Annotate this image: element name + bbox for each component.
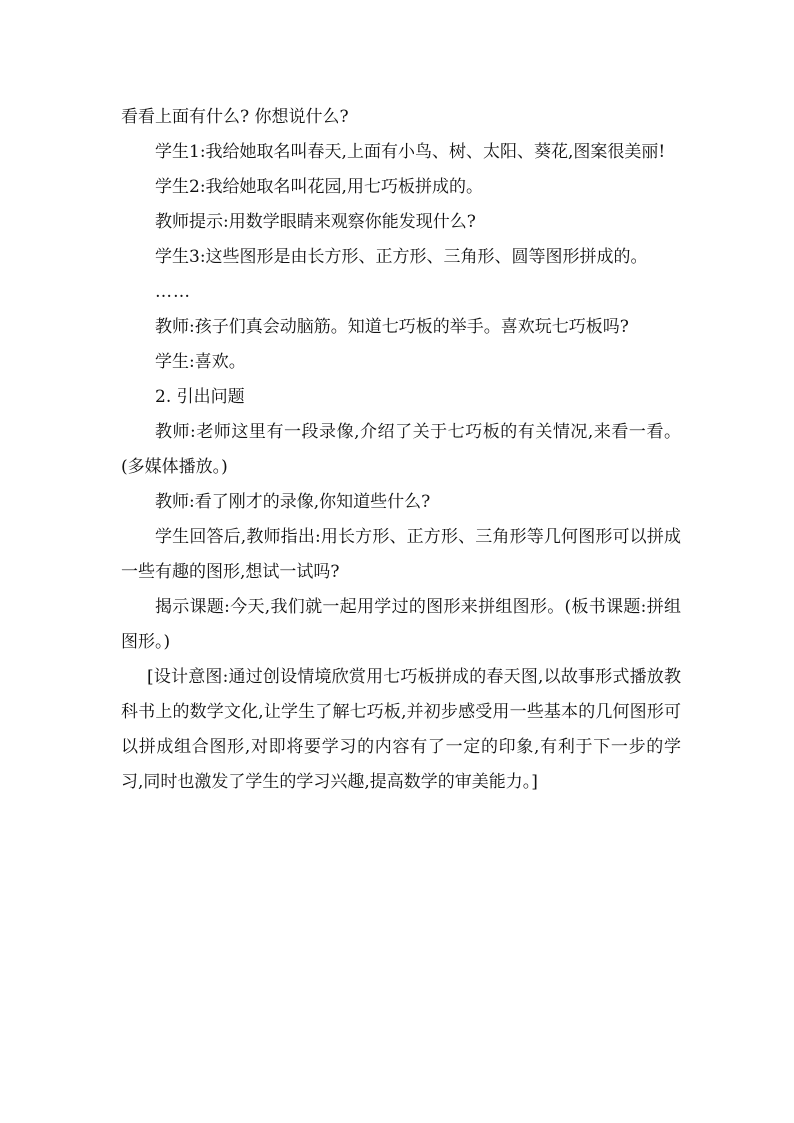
paragraph-student-1: 学生1:我给她取名叫春天,上面有小鸟、树、太阳、葵花,图案很美丽! xyxy=(155,142,666,162)
document-body xyxy=(121,100,681,800)
paragraph-teacher-ask: 教师:看了刚才的录像,你知道些什么? xyxy=(155,492,431,512)
paragraph-teacher-point: 学生回答后,教师指出:用长方形、正方形、三角形等几何图形可以拼成一些有趣的图形,想试一试吗? xyxy=(121,527,681,582)
paragraph-design-intent: [设计意图:通过创设情境欣赏用七巧板拼成的春天图,以故事形式播放教科书上的数学文化,让学生了解七巧板,并初步感受用一些基本的几何图形可以拼成组合图形,对即将要学习的内容有了一定的印象,有利于下一步的学习,同时也激发了学生的学习兴趣,提高数学的审美能力。] xyxy=(121,667,681,792)
paragraph-intro-question: 看看上面有什么? 你想说什么? xyxy=(121,107,349,127)
paragraph-student-2: 学生2:我给她取名叫花园,用七巧板拼成的。 xyxy=(155,177,483,197)
paragraph-student-3: 学生3:这些图形是由长方形、正方形、三角形、圆等图形拼成的。 xyxy=(155,247,648,267)
section-heading-raise-question: 2. 引出问题 xyxy=(155,387,245,407)
paragraph-ellipsis: …… xyxy=(155,282,191,302)
paragraph-student-reply: 学生:喜欢。 xyxy=(155,352,246,372)
paragraph-teacher-video: 教师:老师这里有一段录像,介绍了关于七巧板的有关情况,来看一看。(多媒体播放。) xyxy=(121,422,681,477)
paragraph-reveal-topic: 揭示课题:今天,我们就一起用学过的图形来拼组图形。(板书课题:拼组图形。) xyxy=(121,597,681,652)
paragraph-teacher-praise: 教师:孩子们真会动脑筋。知道七巧板的举手。喜欢玩七巧板吗? xyxy=(155,317,629,337)
paragraph-teacher-hint: 教师提示:用数学眼睛来观察你能发现什么? xyxy=(155,212,476,232)
